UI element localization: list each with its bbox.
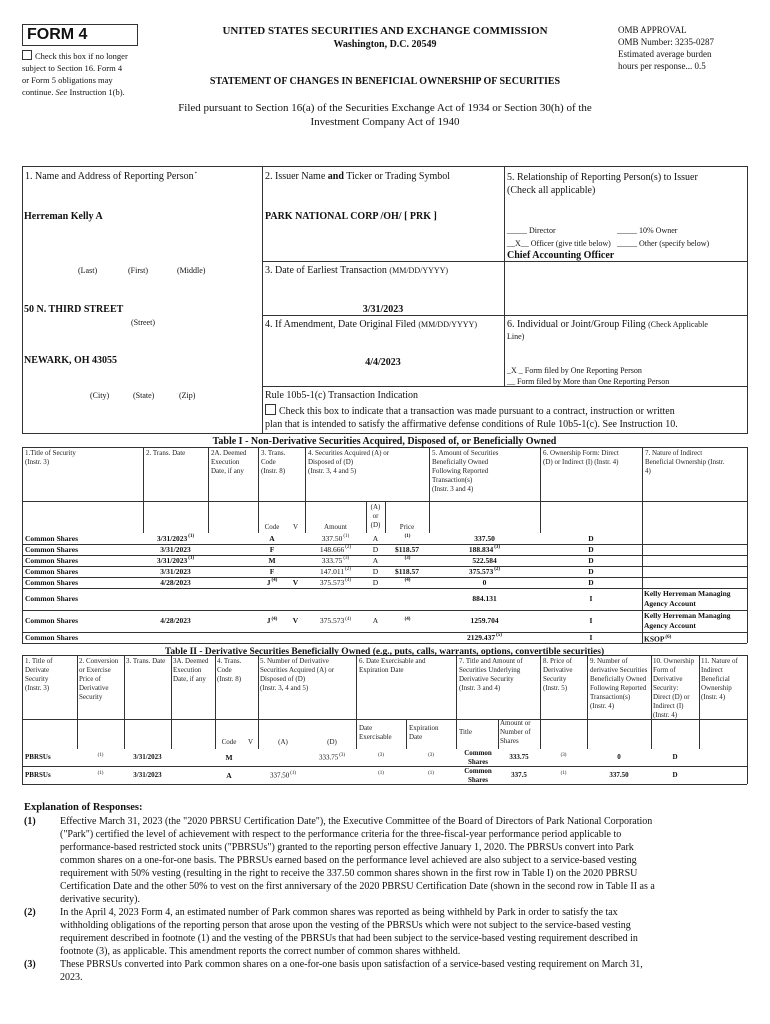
trans-date: 3/31/2023$^{(1)}$ [156,533,195,543]
relationship-other: _____ Other (specify below) [617,239,710,248]
amount: 337.50$^{(1)}$ [321,533,350,543]
acquired-disposed: D [372,544,379,554]
acquired: 337.50$^{(1)}$ [269,771,297,780]
t1-h6: 6. Ownership Form: Direct (D) or Indirect (I) (Instr. 4) [543,449,619,466]
amount: 147.011$^{(2)}$ [320,566,351,576]
trans-code: M [268,555,276,565]
expiration-date: (1) [428,771,434,776]
ownership-form: I [589,616,593,625]
owned-following: 188.834$^{(3)}$ [468,544,501,554]
owned-following: 375.573$^{(2)}$ [468,566,501,576]
price: $118.57 [395,544,419,554]
owned-following: 1259.704 [470,616,499,625]
underlying-number: 337.5 [511,771,527,779]
checkbox-text-3: or Form 5 obligations may [22,75,113,85]
acquired-disposed: D [372,566,379,576]
t1-h2: 2. Trans. Date [146,449,186,457]
table2-title: Table II - Derivative Securities Beneficially Owned (e.g., puts, calls, warrants, options, convertible securities) [164,647,605,657]
amount: 375.573$^{(4)}$ [319,616,352,625]
filed-pursuant: Filed pursuant to Section 16(a) of the Securities Exchange Act of 1934 or Section 30(h) of the Investment Company Act of 1940 [178,102,592,128]
relationship-director: _____ Director [507,226,556,235]
nature-indirect: Kelly Herreman Managing Agency Account [644,611,731,630]
t2-sub-expiration: Expiration Date [409,724,439,741]
footnote-line: Certification Date and the other 50% to vest on the first anniversary of the 2020 PBRSU Certification Date (shown in the second row in Table II as a [60,881,655,892]
trans-date: 4/28/2023 [160,616,191,625]
trans-date: 3/31/2023 [160,566,191,576]
filed-by-one: _X _ Form filed by One Reporting Person [507,366,642,375]
t2-h3: 3. Trans. Date [126,657,166,665]
t1-h4: 4. Securities Acquired (A) or Disposed of (D) (Instr. 3, 4 and 5) [308,449,390,475]
derivative-form: D [672,753,678,761]
checkbox-text-2: subject to Section 16. Form 4 [22,63,123,73]
footnote-ref: (1) [404,534,411,539]
acquired-disposed: D [372,577,379,587]
derivative-price: (1) [560,771,567,776]
issuer-label: 2. Issuer Name and Ticker or Trading Symbol [265,171,451,182]
price [385,534,429,543]
footnote-ref: (3) [339,753,346,758]
t2-h1: 1. Title of Derivate Security (Instr. 3) [25,657,53,692]
derivative-title: PBRSUs [25,771,51,779]
omb-approval: OMB APPROVAL OMB Number: 3235-0287 Estimated average burden hours per response... 0.5 [618,25,714,71]
t2-sub-exercisable: Date Exercisable [359,724,392,741]
footnote-number: (1) [24,816,36,827]
security-title: Common Shares [25,566,78,576]
footnote [24,906,744,958]
owned-following: 0 [482,577,487,587]
security-title: Common Shares [25,594,78,603]
ownership-form: I [589,632,593,642]
t1-sub-code: Code [264,523,280,531]
trans-date: 3/31/2023 [160,544,191,554]
amount: 375.573$^{(4)}$ [319,577,352,587]
price [385,578,429,587]
owned-following: 884.131 [472,594,497,603]
trans-date: 3/31/2023 [133,753,162,761]
footnote-ref: (2) [345,567,351,572]
t2-sub-number: Amount or Number of Shares [500,719,531,745]
table-row-divider [22,610,747,611]
agency-location: Washington, D.C. 20549 [333,39,437,50]
security-title: Common Shares [25,632,78,642]
footnote-ref: (2) [494,567,501,572]
street-label: (Street) [131,318,155,327]
footnote-line: requirement described in footnote (1) and the vesting of the PBRSUs that had been subject to the service-based vesting requirement described in [60,933,638,944]
trans-date: 4/28/2023 [160,577,191,587]
t2-h3a: 3A. Deemed Execution Date, if any [173,657,209,683]
footnote-ref: (4) [345,616,352,622]
t2-h9: 9. Number of derivative Securities Beneficially Owned Following Reported Transaction(s) (Instr. 4) [590,657,648,710]
relationship-officer: __X__ Officer (give title below) [507,239,611,248]
underlying-number: 333.75 [509,753,529,761]
acquired-disposed: A [372,555,379,565]
footnote-line: performance-based restricted stock units ("PBRSUs") granted to the reporting person effective January 1, 2020. The PBRSUs convert into Park [60,842,634,853]
trans-date: 3/31/2023 [133,771,162,779]
relationship-label: 5. Relationship of Reporting Person(s) to Issuer (Check all applicable) [507,172,698,196]
amendment-date: 4/4/2023 [365,357,401,368]
t2-h11: 11. Nature of Indirect Beneficial Ownership (Instr. 4) [701,657,738,701]
ownership-form: D [588,577,594,587]
t1-h3: 3. Trans. Code (Instr. 8) [261,449,286,475]
issuer-name: PARK NATIONAL CORP /OH/ [ PRK ] [265,211,437,222]
footnote-line: ("Park") certified the level of achievement with respect to the performance criteria for the three-fiscal-year performance period applicable to [60,829,622,840]
trans-date: 3/31/2023$^{(1)}$ [156,555,195,565]
security-title: Common Shares [25,616,78,625]
t2-h8: 8. Price of Derivative Security (Instr. 5) [543,657,573,692]
t1-h2a: 2A. Deemed Execution Date, if any [211,449,247,475]
price [385,616,429,625]
table-row-divider [22,643,747,644]
trans-code: F [269,544,275,554]
earliest-transaction-date: 3/31/2023 [362,304,404,315]
statement-title: STATEMENT OF CHANGES IN BENEFICIAL OWNERSHIP OF SECURITIES [209,76,561,87]
checkbox-text-1: Check this box if no longer [35,51,128,61]
t1-sub-price: Price [399,523,415,531]
footnote-ref: (3) [494,545,501,550]
acquired-disposed: A [372,616,379,625]
reporting-person-name: Herreman Kelly A [24,211,103,222]
t2-sub-v: V [247,738,254,746]
footnote-ref: (4) [404,616,411,622]
amount: 333.75$^{(3)}$ [321,555,350,565]
security-title: Common Shares [25,533,78,543]
explanation-notes [24,815,744,984]
form-title-box [22,24,138,46]
ownership-form: D [588,533,594,543]
price [385,556,429,565]
t1-sub-ad: (A) or (D) [370,503,381,529]
nature-indirect: KSOP$^{(6)}$ [644,634,672,644]
footnote-ref: (2) [345,545,352,550]
footnote-ref: (1) [188,534,195,539]
explanation-title: Explanation of Responses: [24,802,143,813]
footnote-ref: (4) [271,616,278,622]
t2-sub-title: Title [459,728,472,736]
no-longer-subject-block [22,50,162,98]
trans-code: A [226,771,232,780]
trans-v: V [292,616,299,625]
rule-10b5-text: Check this box to indicate that a transaction was made pursuant to a contract, instruction or written plan that is intended to satisfy the affirmative defense conditions of Rule 10b5-1(c). See Instruction 10. [265,406,678,430]
footnote-ref: (5) [496,633,502,638]
t1-h1: 1.Title of Security (Instr. 3) [25,449,76,466]
ownership-form: D [588,544,594,554]
footnote-line: derivative security). [60,894,140,905]
footnote-line: In the April 4, 2023 Form 4, an estimated number of Park common shares was reported as being withheld by Park in order to satisfy the tax [60,907,618,918]
rule-10b5-title: Rule 10b5-1(c) Transaction Indication [265,390,419,401]
t2-h10: 10. Ownership Form of Derivative Security: Direct (D) or Indirect (I) (Instr. 4) [653,657,695,719]
date-exercisable: (1) [378,771,384,776]
owned-following: 337.50 [474,533,495,543]
street-address: 50 N. THIRD STREET [24,304,124,315]
t1-sub-amount: Amount [324,523,347,531]
agency-name: UNITED STATES SECURITIES AND EXCHANGE COMMISSION [222,25,548,37]
t1-h7: 7. Nature of Indirect Beneficial Ownership (Instr. 4) [645,449,725,475]
footnote-ref: (4) [404,578,411,583]
footnote-ref: (4) [345,578,352,583]
t2-h2: 2. Conversion or Exercise Price of Derivative Security [79,657,119,701]
footnote-number: (3) [24,959,36,970]
owned-following: 522.584 [472,555,497,565]
rule-10b5-checkbox[interactable] [265,404,276,415]
footnote-line: common shares on a one-for-one basis. The PBRSUs earned based on the performance level achieved are also subject to a service-based vesting [60,855,637,866]
footnote-ref: (1) [188,556,195,561]
footnote-number: (2) [24,907,36,918]
derivative-owned: 337.50 [609,771,629,779]
disposed: 333.75$^{(3)}$ [318,753,346,762]
joint-filing-label: 6. Individual or Joint/Group Filing (Check Applicable Line) [507,319,708,341]
footnote-line: footnote (3), as applicable. This amendment reports the correct number of common shares withheld. [60,946,461,957]
security-title: Common Shares [25,577,78,587]
footnote [24,958,744,984]
footnote-ref: (1) [343,534,350,539]
officer-title: Chief Accounting Officer [507,250,615,261]
price: $118.57 [395,566,419,576]
amount: 148.666$^{(2)}$ [319,544,352,554]
trans-code: A [269,533,275,543]
nature-indirect: Kelly Herreman Managing Agency Account [644,589,731,608]
trans-code: M [225,753,233,762]
t2-sub-a: (A) [278,738,288,746]
conversion-price: (1) [97,753,104,758]
trans-code: $J^{(4)}$ [266,616,278,625]
t2-sub-code: Code [221,738,237,746]
security-title: Common Shares [25,544,78,554]
footnote-line: 2023. [60,972,83,983]
t2-h4: 4. Trans. Code (Instr. 8) [217,657,242,683]
derivative-owned: 0 [617,753,621,761]
date-exercisable: (3) [378,753,384,758]
footnote [24,815,744,906]
conversion-price: (1) [97,771,104,776]
ownership-form: D [588,566,594,576]
footnote-ref: (3) [343,556,350,561]
table-row-divider [22,766,747,767]
underlying-title: Common Shares [464,749,492,766]
derivative-price: (3) [560,753,567,758]
earliest-transaction-label: 3. Date of Earliest Transaction (MM/DD/YYYY) [265,265,449,276]
checkbox-text-4: continue. See Instruction 1(b). [22,87,125,97]
t2-h6: 6. Date Exercisable and Expiration Date [359,657,426,674]
trans-code: $J^{(4)}$ [266,577,278,587]
t2-h5: 5. Number of Derivative Securities Acquired (A) or Disposed of (D) (Instr. 3, 4 and 5) [260,657,335,692]
form-title: FORM 4 [27,26,88,43]
ownership-form: I [589,594,593,603]
footnote-line: requirement with 50% vesting (resulting in the right to receive the 337.50 common shares shown in the first row in Table I) on the 2020 PBRSU [60,868,638,879]
amendment-label: 4. If Amendment, Date Original Filed (MM/DD/YYYY) [265,319,477,330]
footnote-ref: (1) [290,771,297,776]
t2-h7: 7. Title and Amount of Securities Underlying Derivative Security (Instr. 3 and 4) [459,657,523,692]
table-row-divider [22,588,747,589]
reporting-person-label: 1. Name and Address of Reporting Person* [25,171,198,182]
footnote-ref: (6) [665,635,672,640]
acquired-disposed: A [372,533,379,543]
trans-v: V [292,577,299,587]
footnote-line: These PBRSUs converted into Park common shares on a one-for-one basis upon satisfaction of a service-based vesting requirement on March 31, [60,959,643,970]
t2-sub-d: (D) [327,738,337,746]
filed-by-more: __ Form filed by More than One Reporting Person [507,377,670,386]
underlying-title: Common Shares [464,767,492,784]
security-title: Common Shares [25,555,78,565]
city-state-zip: NEWARK, OH 43055 [24,355,118,366]
owned-following: 2129.437$^{(5)}$ [467,632,502,642]
footnote-ref: (3) [404,556,411,561]
t1-h5: 5. Amount of Securities Beneficially Owned Following Reported Transaction(s) (Instr. 3 and 4) [432,449,499,493]
no-longer-subject-checkbox[interactable] [22,50,32,60]
derivative-form: D [672,771,678,779]
footnote-ref: (4) [271,578,278,583]
footnote-line: Effective March 31, 2023 (the "2020 PBRSU Certification Date"), the Executive Committee of the Board of Directors of Park National Corporation [60,816,653,827]
ownership-form: D [588,555,594,565]
relationship-owner: _____ 10% Owner [617,226,678,235]
expiration-date: (3) [428,753,434,758]
derivative-title: PBRSUs [25,753,51,761]
footnote-line: withholding obligations of the reporting person that arose upon the vesting of the PBRSUs which were not subject to the service-based vesting [60,920,631,931]
t1-sub-v: V [292,523,299,531]
trans-code: F [269,566,275,576]
table1-title: Table I - Non-Derivative Securities Acquired, Disposed of, or Beneficially Owned [212,436,557,447]
